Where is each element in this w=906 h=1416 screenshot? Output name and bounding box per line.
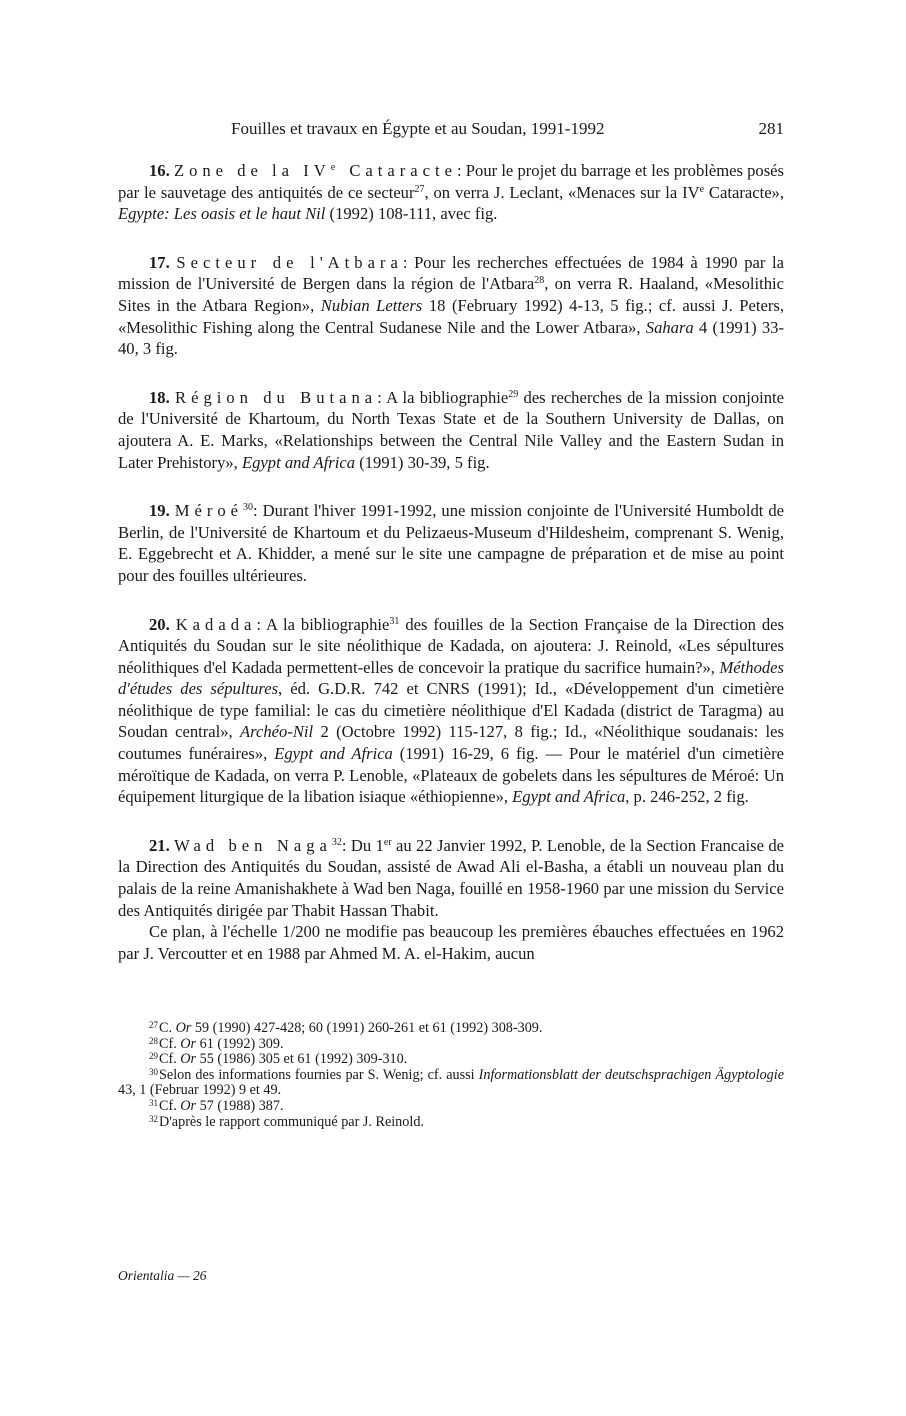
footnote-number: 30 bbox=[149, 1066, 158, 1077]
entry-italic: Sahara bbox=[645, 317, 694, 337]
entry-text: : Pour le projet du barrage et les problèmes posés par le sauvetage des antiquités de ce secteur bbox=[118, 161, 784, 202]
footnote-text: 61 (1992) 309. bbox=[196, 1035, 284, 1052]
running-head-title: Fouilles et travaux en Égypte et au Soudan, 1991-1992 bbox=[231, 119, 605, 138]
footnote-32 bbox=[118, 1115, 784, 1131]
heading-text-tail: Cataracte bbox=[349, 161, 457, 180]
ordinal-sup: er bbox=[383, 836, 392, 848]
heading-sup: e bbox=[330, 162, 341, 173]
footnote-ref: 31 bbox=[389, 615, 400, 627]
footnote-30 bbox=[118, 1068, 784, 1099]
footnote-ref: 29 bbox=[508, 388, 519, 400]
footnotes bbox=[118, 1021, 784, 1130]
footnote-31 bbox=[118, 1099, 784, 1115]
footnote-text: D'après le rapport communiqué par J. Reinold. bbox=[159, 1113, 424, 1130]
entry-number: 18. bbox=[149, 387, 170, 407]
entry-text: 4 (1991) 33-40, 3 fig. bbox=[118, 317, 785, 359]
footnote-number: 27 bbox=[149, 1020, 158, 1030]
entry-text: , on verra J. Leclant, «Menaces sur la IV bbox=[424, 182, 700, 202]
entry-italic: Archéo-Nil bbox=[240, 722, 314, 742]
entry-number: 17. bbox=[149, 252, 170, 272]
footnote-text: C. bbox=[159, 1020, 176, 1036]
entry-text: Cataracte», bbox=[704, 182, 785, 202]
heading-text: Zone de la IV bbox=[173, 161, 331, 180]
footnote-number: 31 bbox=[149, 1097, 158, 1108]
entry-text: des fouilles de la Section Française de la Direction des Antiquités du Soudan sur le site néolithique de Kadada, on ajoutera: J. Reinold, «Les sépultures néolithiques d'el Kadada permettent-elles de concevoir la pratique du sacrifice humain?», bbox=[118, 614, 784, 677]
footnote-ref: 32 bbox=[331, 836, 342, 848]
footnote-number: 28 bbox=[149, 1035, 158, 1046]
entry-21 bbox=[118, 835, 784, 921]
footnote-28 bbox=[118, 1037, 784, 1053]
signature-mark: Orientalia — 26 bbox=[118, 1268, 207, 1283]
footnote-text: 59 (1990) 427-428; 60 (1991) 260-261 et 61 (1992) 308-309. bbox=[191, 1020, 543, 1036]
entry-heading bbox=[174, 161, 457, 180]
entry-italic: Egypt and Africa bbox=[241, 452, 356, 472]
footnote-27 bbox=[118, 1021, 784, 1037]
footnote-text: 43, 1 (Februar 1992) 9 et 49. bbox=[118, 1082, 282, 1099]
footnote-italic: Informationsblatt der deutschsprachigen Ägyptologie bbox=[478, 1066, 784, 1083]
footnote-italic: Or bbox=[180, 1051, 197, 1068]
entry-text: 18 (February 1992) 4-13, 5 fig.; cf. aussi J. Peters, «Mesolithic Fishing along the Central Sudanese Nile and the Lower Atbara», bbox=[118, 295, 785, 337]
entry-number: 19. bbox=[149, 501, 170, 521]
footnote-ref: 28 bbox=[534, 275, 545, 287]
footnote-text: Cf. bbox=[159, 1051, 181, 1068]
footnote-ref: 27 bbox=[414, 183, 425, 195]
footnote-text: 55 (1986) 305 et 61 (1992) 309-310. bbox=[196, 1051, 408, 1068]
entry-text: : Pour les recherches effectuées de 1984 à 1990 par la mission de l'Université de Bergen dans la région de l'Atbara bbox=[118, 252, 784, 294]
entry-19 bbox=[118, 500, 784, 586]
entry-16 bbox=[118, 160, 784, 225]
footnote-italic: Or bbox=[180, 1097, 197, 1114]
entry-21-continuation: Ce plan, à l'échelle 1/200 ne modifie pas beaucoup les premières ébauches effectuées en 1962 par J. Vercoutter et en 1988 par Ahmed M. A. el-Hakim, aucun bbox=[118, 922, 784, 963]
footnote-text: Cf. bbox=[159, 1097, 181, 1114]
entry-text: : A la bibliographie bbox=[256, 614, 390, 634]
entry-17 bbox=[118, 252, 784, 360]
footnote-number: 32 bbox=[149, 1113, 158, 1124]
footnote-ref: 30 bbox=[243, 502, 254, 514]
entry-text: : A la bibliographie bbox=[377, 387, 509, 407]
entry-text: : Du 1 bbox=[341, 835, 384, 855]
entry-number: 16. bbox=[149, 161, 170, 180]
entry-18 bbox=[118, 387, 784, 473]
entry-20 bbox=[118, 614, 784, 808]
entry-heading: Wad ben Naga bbox=[174, 835, 332, 855]
entry-text: 2 (Octobre 1992) 115-127, 8 fig.; Id., «Néolithique soudanais: les coutumes funéraires», bbox=[118, 722, 784, 764]
entry-heading: Région du Butana bbox=[175, 387, 378, 407]
footnote-text: 57 (1988) 387. bbox=[196, 1097, 284, 1114]
footnote-text: Cf. bbox=[159, 1035, 181, 1052]
entry-italic: Egypte: Les oasis et le haut Nil bbox=[118, 204, 326, 224]
entry-text: : Durant l'hiver 1991-1992, une mission conjointe de l'Université Humboldt de Berlin, de l'Université de Khartoum et du Pelizaeus-Museum d'Hildesheim, comprenant S. Wenig, E. Eggebrecht et A. Khidder, a mené sur le site une campagne de préparation et de mise au point pour des fouilles ultérieures. bbox=[118, 501, 784, 585]
entry-heading: Méroé bbox=[174, 501, 244, 521]
entry-number: 21. bbox=[149, 835, 170, 855]
entry-number: 20. bbox=[149, 614, 170, 634]
entry-italic: Egypt and Africa bbox=[512, 787, 626, 807]
entry-text: (1991) 30-39, 5 fig. bbox=[355, 452, 490, 472]
entry-heading: Kadada bbox=[175, 614, 257, 634]
body-text bbox=[118, 160, 784, 964]
entry-text: , on verra R. Haaland, «Mesolithic Sites in the Atbara Region», bbox=[118, 274, 784, 315]
entry-text: des recherches de la mission conjointe de l'Université de Khartoum, du North Texas State et de la Southern University de Dallas, on ajoutera A. E. Marks, «Relationships between the Central Nile Valley and the Eastern Sudan in Later Prehistory», bbox=[118, 387, 785, 472]
entry-text: , p. 246-252, 2 fig. bbox=[625, 787, 749, 807]
entry-text: (1992) 108-111, avec fig. bbox=[325, 204, 498, 224]
entry-italic: Nubian Letters bbox=[320, 295, 423, 315]
ordinal-sup: e bbox=[699, 183, 705, 195]
entry-italic: Egypt and Africa bbox=[274, 744, 393, 764]
entry-text: au 22 Janvier 1992, P. Lenoble, de la Section Francaise de la Direction des Antiquités du Soudan, assisté de Awad Ali el-Basha, a établi un nouveau plan du palais de la reine Amanishakhete à Wad ben Naga, fouillé en 1958-1960 par une mission du Service des Antiquités dirigée par Thabit Hassan Thabit. bbox=[118, 835, 785, 920]
entry-heading: Secteur de l'Atbara bbox=[176, 252, 403, 272]
entry-text: , éd. G.D.R. 742 et CNRS (1991); Id., «Développement d'un cimetière néolithique de type familial: le cas du cimetière néolithique d'El Kadada (district de Taragma) au Soudan central», bbox=[118, 679, 784, 742]
footnote-29 bbox=[118, 1052, 784, 1068]
entry-italic: Méthodes d'études des sépultures bbox=[118, 657, 784, 699]
footnote-text: Selon des informations fournies par S. Wenig; cf. aussi bbox=[159, 1066, 479, 1083]
footnote-italic: Or bbox=[180, 1035, 197, 1052]
page-number: 281 bbox=[758, 119, 784, 138]
entry-text: (1991) 16-29, 6 fig. — Pour le matériel d'un cimetière méroïtique de Kadada, on verra P. Lenoble, «Plateaux de gobelets dans les sépultures de Méroé: Un équipement liturgique de la libation isiaque «éthiopienne», bbox=[118, 744, 784, 807]
footnote-italic: Or bbox=[175, 1020, 192, 1036]
footnote-number: 29 bbox=[149, 1051, 158, 1062]
